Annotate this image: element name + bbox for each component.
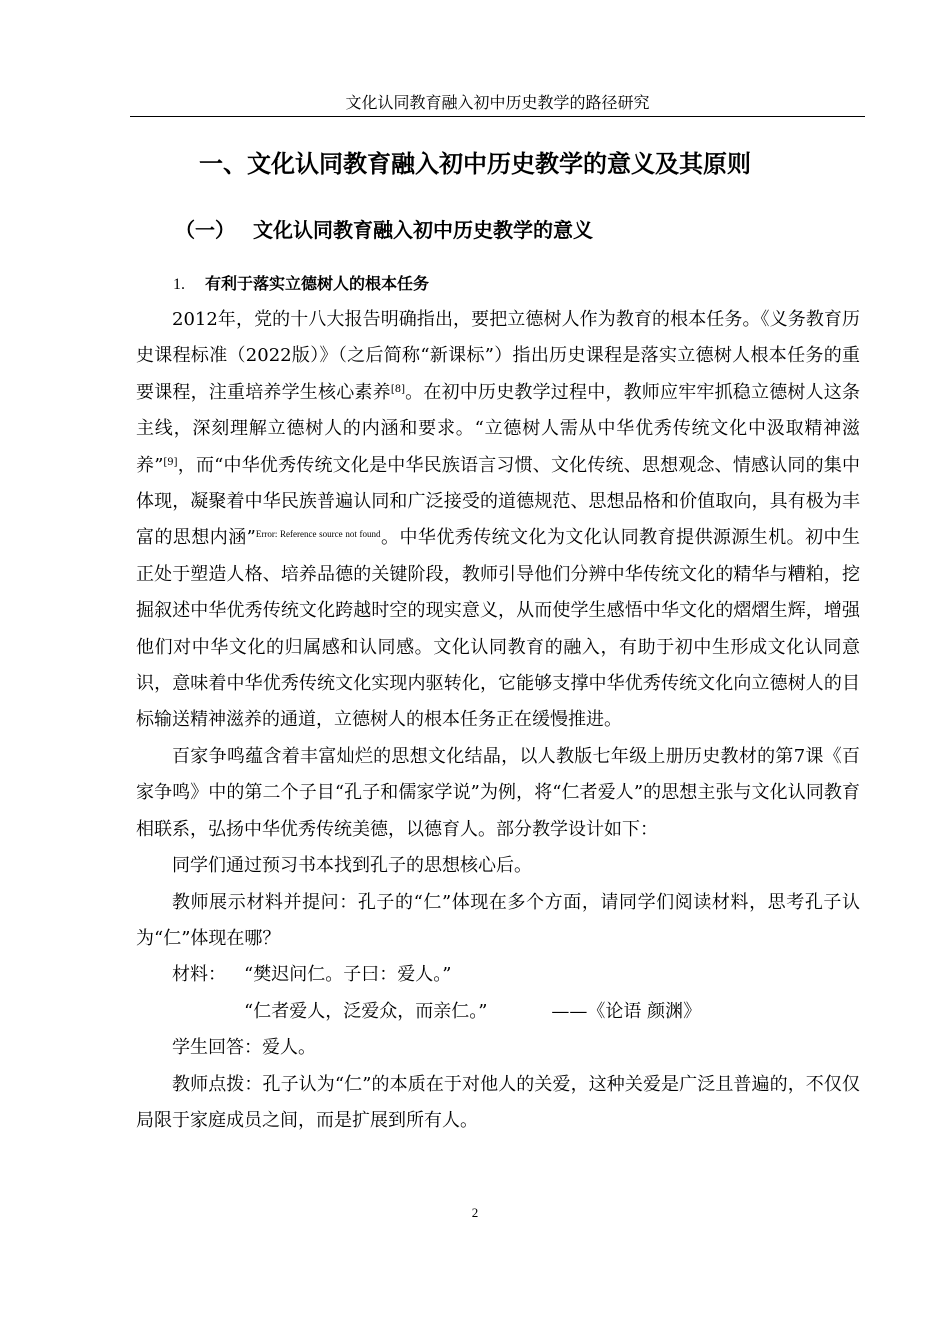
material-line: “仁者爱人，泛爱众，而亲仁。”: [244, 1000, 488, 1022]
section-number: （一）: [175, 218, 235, 242]
paragraph: 教师点拨：孔子认为“仁”的本质在于对他人的关爱，这种关爱是广泛且普遍的，不仅仅局限于家庭成员之间，而是扩展到所有人。: [136, 1073, 860, 1131]
page-number: 2: [471, 1205, 479, 1220]
paragraph-text: ，而“中华优秀传统文化是中华民族语言习惯、文化传统、思想观念、情感认同的集中体现，凝聚着中华民族普遍认同和广泛接受的道德规范、思想品格和价值取向，具有极为丰富的思想内涵”: [136, 454, 861, 549]
paragraph-text: 2012年，党的十八大报告明确指出，要把立德树人作为教育的根本任务。《义务教育历史课程标准（2022版）》（之后简称“新课标”）指出历史课程是落实立德树人根本任务的重要课程，注重培养学生核心素养: [136, 309, 860, 403]
material-quote-line: [136, 994, 860, 1030]
citation-link[interactable]: [8]: [390, 383, 405, 395]
section-heading: [175, 215, 593, 245]
paragraph: 百家争鸣蕴含着丰富灿烂的思想文化结晶，以人教版七年级上册历史教材的第7课《百家争鸣》中的第二个子目“孔子和儒家学说”为例，将“仁者爱人”的思想主张与文化认同教育相联系，弘扬中华优秀传统美德，以德育人。部分教学设计如下：: [136, 745, 860, 840]
subsection-number: 1.: [173, 276, 185, 293]
paragraph-text: 。中华优秀传统文化为文化认同教育提供源源生机。初中生正处于塑造人格、培养品德的关键阶段，教师引导他们分辨中华传统文化的精华与糟粕，挖掘叙述中华优秀传统文化跨越时空的现实意义，从而使学生感悟中华文化的熠熠生辉，增强他们对中华文化的归属感和认同感。文化认同教育的融入，有助于初中生形成文化认同意识，意味着中华优秀传统文化实现内驱转化，它能够支撑中华优秀传统文化向立德树人的目标输送精神滋养的通道，立德树人的根本任务正在缓慢推进。: [136, 527, 861, 731]
broken-reference: Error: Reference source not found: [255, 529, 381, 540]
running-header: 文化认同教育融入初中历史教学的路径研究: [130, 92, 865, 117]
material-quote: [136, 957, 860, 993]
paragraph: 学生回答：爱人。: [172, 1037, 316, 1059]
chapter-heading: 一、文化认同教育融入初中历史教学的意义及其原则: [199, 150, 751, 178]
paragraph-text: 。在初中历史教学过程中，教师应牢牢抓稳立德树人这条主线，深刻理解立德树人的内涵和要求。“立德树人需从中华优秀传统文化中汲取精神滋养”: [136, 381, 860, 476]
body-text: [136, 302, 860, 1139]
material-source: ——《论语 颜渊》: [551, 1000, 702, 1022]
paragraph: 教师展示材料并提问：孔子的“仁”体现在多个方面，请同学们阅读材料，思考孔子认为“仁”体现在哪？: [136, 891, 860, 949]
material-line: “樊迟问仁。子曰：爱人。”: [244, 964, 452, 986]
paragraph: [136, 302, 860, 739]
subsection-heading: [173, 272, 429, 297]
subsection-title: 有利于落实立德树人的根本任务: [205, 274, 430, 293]
paragraph: 同学们通过预习书本找到孔子的思想核心后。: [172, 855, 532, 877]
citation-link[interactable]: [9]: [163, 456, 178, 468]
section-title: 文化认同教育融入初中历史教学的意义: [253, 218, 593, 242]
material-label: 材料：: [172, 964, 226, 986]
